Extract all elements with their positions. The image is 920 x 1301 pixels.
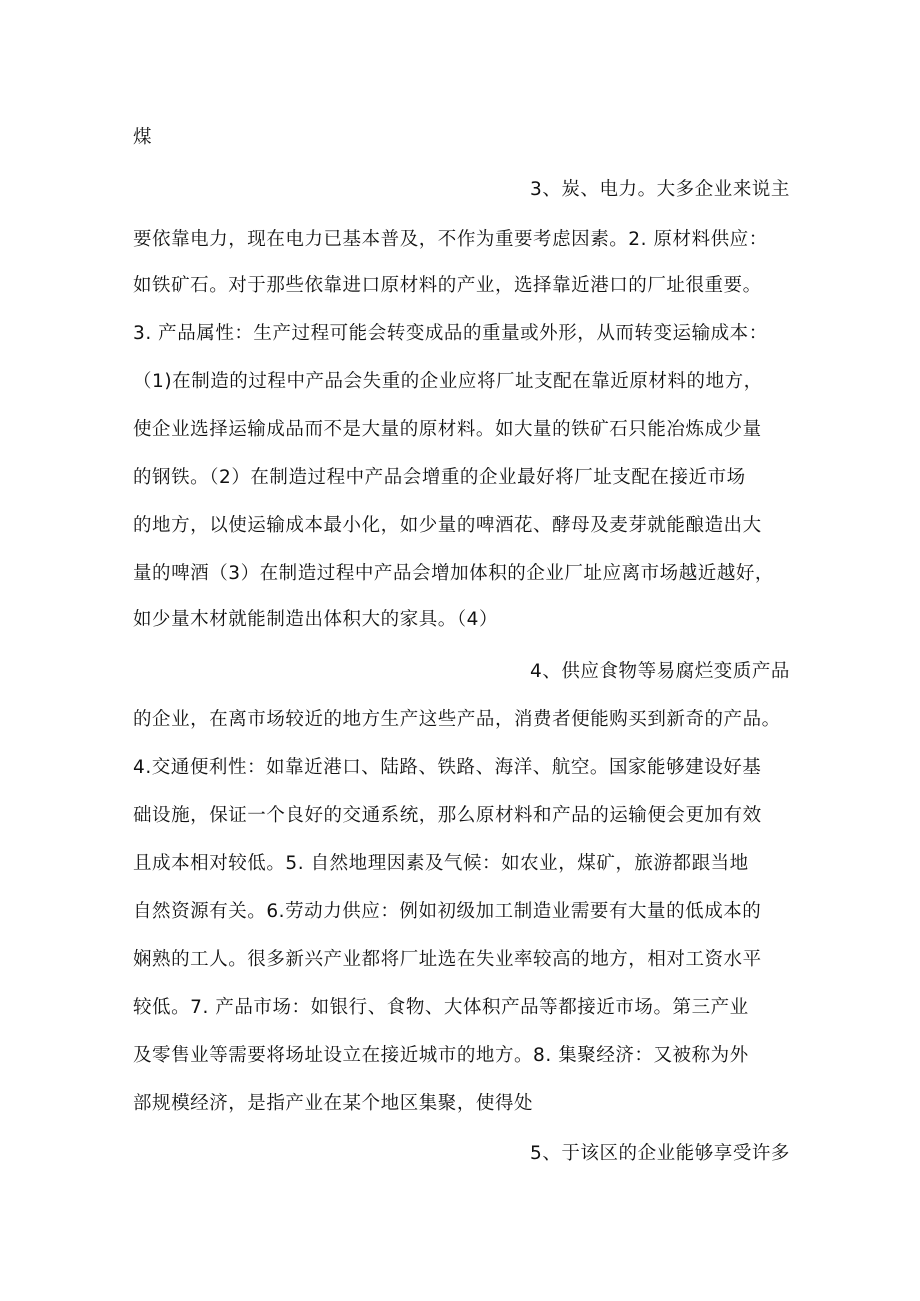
text-line: 较低。7. 产品市场：如银行、食物、大体积产品等都接近市场。第三产业 [133, 997, 749, 1018]
text-line: 自然资源有关。6.劳动力供应：例如初级加工制造业需要有大量的低成本的 [133, 901, 762, 922]
text-line: 4.交通便利性：如靠近港口、陆路、铁路、海洋、航空。国家能够建设好基 [133, 757, 762, 778]
text-line: 如铁矿石。对于那些依靠进口原材料的产业，选择靠近港口的厂址很重要。 [133, 275, 762, 296]
numbered-heading-4: 4、供应食物等易腐烂变质产品 [530, 661, 790, 682]
numbered-heading-5: 5、于该区的企业能够享受许多 [530, 1143, 790, 1164]
text-line: 量的啤酒（3）在制造过程中产品会增加体积的企业厂址应离市场越近越好， [133, 563, 774, 584]
text-line: 3. 产品属性：生产过程可能会转变成品的重量或外形，从而转变运输成本： [133, 323, 768, 344]
text-line: 的钢铁。（2）在制造过程中产品会增重的企业最好将厂址支配在接近市场 [133, 467, 746, 488]
text-line: 娴熟的工人。很多新兴产业都将厂址选在失业率较高的地方，相对工资水平 [133, 949, 762, 970]
text-line: 的企业，在离市场较近的地方生产这些产品，消费者便能购买到新奇的产品。 [133, 709, 781, 730]
text-line: 煤 [133, 127, 153, 148]
numbered-heading-3: 3、炭、电力。大多企业来说主 [530, 179, 790, 200]
text-line: 使企业选择运输成品而不是大量的原材料。如大量的铁矿石只能冶炼成少量 [133, 419, 762, 440]
text-line: 如少量木材就能制造出体积大的家具。（4） [133, 609, 499, 630]
text-line: 部规模经济，是指产业在某个地区集聚，使得处 [133, 1093, 534, 1114]
text-line: 础设施，保证一个良好的交通系统，那么原材料和产品的运输便会更加有效 [133, 805, 762, 826]
text-line: 及零售业等需要将场址设立在接近城市的地方。8. 集聚经济：又被称为外 [133, 1045, 749, 1066]
text-line: （1)在制造的过程中产品会失重的企业应将厂址支配在靠近原材料的地方， [133, 371, 763, 392]
text-line: 且成本相对较低。5. 自然地理因素及气候：如农业，煤矿，旅游都跟当地 [133, 853, 749, 874]
text-line: 的地方，以使运输成本最小化，如少量的啤酒花、酵母及麦芽就能酿造出大 [133, 515, 762, 536]
text-line: 要依靠电力，现在电力已基本普及，不作为重要考虑因素。2. 原材料供应： [133, 229, 768, 250]
